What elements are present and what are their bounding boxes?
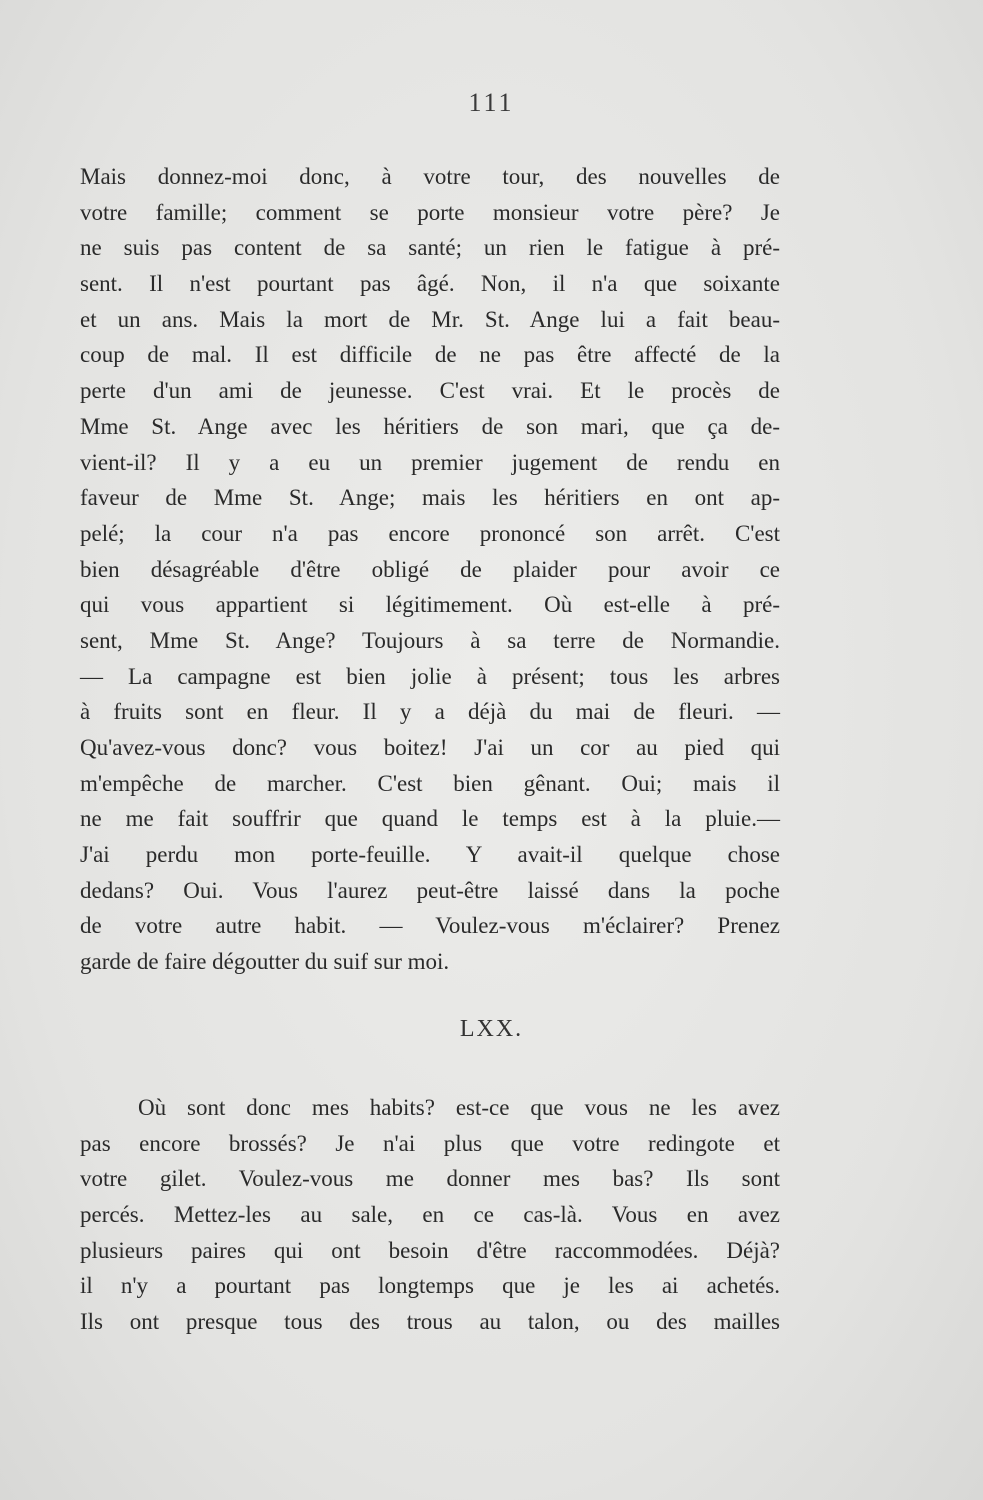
text-line: pelé; la cour n'a pas encore prononcé son arrêt. C'est [80, 520, 780, 546]
text-line: sent. Il n'est pourtant pas âgé. Non, il n'a que soixante [80, 271, 780, 297]
text-line: faveur de Mme St. Ange; mais les héritiers en ont ap- [80, 485, 780, 511]
page-number: 111 [468, 88, 515, 117]
text-line: votre famille; comment se porte monsieur votre père? Je [80, 199, 780, 225]
text-line: percés. Mettez-les au sale, en ce cas-là. Vous en avez [80, 1202, 780, 1228]
text-line: Qu'avez-vous donc? vous boitez! J'ai un cor au pied qui [80, 735, 780, 760]
text-line: garde de faire dégoutter du suif sur moi. [80, 949, 450, 975]
text-line: coup de mal. Il est difficile de ne pas être affecté de la [80, 342, 780, 368]
text-line: — La campagne est bien jolie à présent; tous les arbres [80, 663, 780, 689]
paragraph-1 [80, 159, 780, 980]
text-line: J'ai perdu mon porte-feuille. Y avait-il quelque chose [80, 842, 780, 868]
text-line: de votre autre habit. — Voulez-vous m'éclairer? Prenez [80, 913, 780, 939]
text-line: Ils ont presque tous des trous au talon, ou des mailles [80, 1309, 780, 1335]
text-line: ne suis pas content de sa santé; un rien le fatigue à pré- [80, 235, 780, 261]
text-line: Mais donnez-moi donc, à votre tour, des nouvelles de [80, 164, 780, 189]
paragraph-2 [80, 1090, 780, 1340]
text-line: sent, Mme St. Ange? Toujours à sa terre de Normandie. [80, 627, 780, 653]
text-line: dedans? Oui. Vous l'aurez peut-être laissé dans la poche [80, 877, 780, 903]
text-line: qui vous appartient si légitimement. Où est-elle à pré- [80, 592, 780, 618]
text-line: perte d'un ami de jeunesse. C'est vrai. Et le procès de [80, 378, 780, 404]
text-line: il n'y a pourtant pas longtemps que je les ai achetés. [80, 1273, 780, 1299]
text-line: votre gilet. Voulez-vous me donner mes bas? Ils sont [80, 1166, 780, 1192]
text-line: vient-il? Il y a eu un premier jugement de rendu en [80, 449, 780, 475]
text-line: pas encore brossés? Je n'ai plus que votre redingote et [80, 1130, 780, 1156]
text-line: à fruits sont en fleur. Il y a déjà du mai de fleuri. — [80, 699, 780, 725]
text-line: et un ans. Mais la mort de Mr. St. Ange lui a fait beau- [80, 306, 780, 332]
section-heading: LXX. [459, 1016, 524, 1042]
text-line: ne me fait souffrir que quand le temps est à la pluie.— [80, 806, 780, 832]
text-line: plusieurs paires qui ont besoin d'être raccommodées. Déjà? [80, 1237, 780, 1263]
text-line: Où sont donc mes habits? est-ce que vous ne les avez [138, 1095, 780, 1120]
text-line: bien désagréable d'être obligé de plaider pour avoir ce [80, 556, 780, 582]
text-line: Mme St. Ange avec les héritiers de son mari, que ça de- [80, 413, 780, 439]
text-line: m'empêche de marcher. C'est bien gênant. Oui; mais il [80, 770, 780, 796]
